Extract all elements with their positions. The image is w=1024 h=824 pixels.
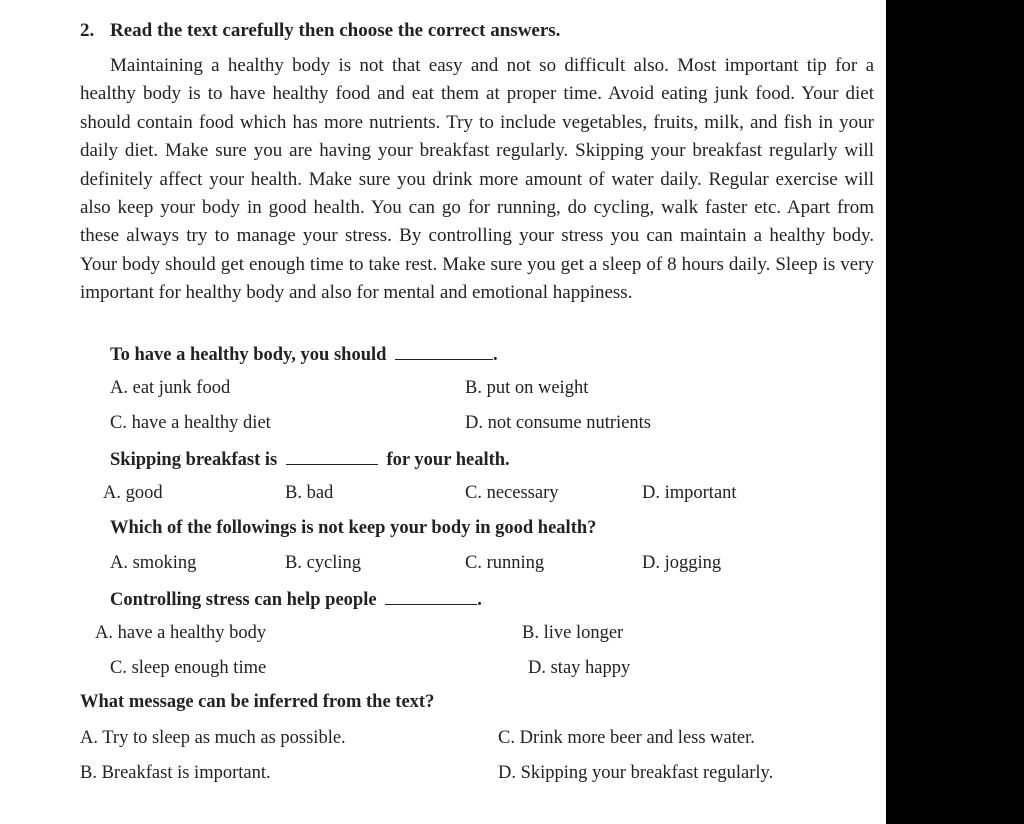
question-1-end: .: [493, 345, 498, 365]
question-4-text: Controlling stress can help people: [110, 590, 377, 610]
question-2-text: Skipping breakfast is: [110, 450, 278, 470]
q2-option-b[interactable]: B. bad: [285, 483, 334, 503]
q2-option-d[interactable]: D. important: [642, 483, 737, 503]
question-1-text: To have a healthy body, you should: [110, 345, 387, 365]
exercise-number: 2.: [80, 20, 95, 41]
question-4-stem: [110, 588, 482, 611]
question-4-end: .: [477, 590, 482, 610]
reading-passage: Maintaining a healthy body is not that easy and not so difficult also. Most important tip for a healthy body is to have healthy food and eat them at proper time. Avoid eating junk food. Your diet should contain food which has more nutrients. Try to include vegetables, fruits, milk, and fish in your daily diet. Make sure you are having your breakfast regularly. Skipping your breakfast regularly will definitely affect your health. Make sure you drink more amount of water daily. Regular exercise will also keep your body in good health. You can go for running, do cycling, walk faster etc. Apart from these always try to manage your stress. By controlling your stress you can maintain a healthy body. Your body should get enough time to take rest. Make sure you get a sleep of 8 hours daily. Sleep is very important for healthy body and also for mental and emotional happiness.: [80, 55, 874, 304]
question-2-end: for your health.: [386, 450, 510, 470]
question-5-stem: What message can be inferred from the text?: [80, 692, 435, 712]
q1-option-d[interactable]: D. not consume nutrients: [465, 413, 652, 433]
q2-option-c[interactable]: C. necessary: [465, 483, 559, 503]
question-3-stem: Which of the followings is not keep your body in good health?: [110, 518, 597, 538]
answer-blank: [395, 343, 493, 360]
q4-option-a[interactable]: A. have a healthy body: [95, 623, 267, 643]
q2-option-a[interactable]: A. good: [103, 483, 163, 503]
q3-option-a[interactable]: A. smoking: [110, 553, 197, 573]
answer-blank: [385, 588, 477, 605]
q3-option-d[interactable]: D. jogging: [642, 553, 722, 573]
q4-option-b[interactable]: B. live longer: [522, 623, 624, 643]
q4-option-c[interactable]: C. sleep enough time: [110, 658, 267, 678]
answer-blank: [286, 448, 378, 465]
q5-option-d[interactable]: D. Skipping your breakfast regularly.: [498, 763, 774, 783]
q1-option-b[interactable]: B. put on weight: [465, 378, 589, 398]
q1-option-c[interactable]: C. have a healthy diet: [110, 413, 271, 433]
q3-option-b[interactable]: B. cycling: [285, 553, 362, 573]
q4-option-d[interactable]: D. stay happy: [528, 658, 631, 678]
exercise-instruction: Read the text carefully then choose the correct answers.: [110, 20, 561, 41]
q1-option-a[interactable]: A. eat junk food: [110, 378, 231, 398]
question-2-stem: [110, 448, 510, 471]
question-1-stem: [110, 343, 498, 366]
q3-option-c[interactable]: C. running: [465, 553, 545, 573]
q5-option-b[interactable]: B. Breakfast is important.: [80, 763, 271, 783]
q5-option-a[interactable]: A. Try to sleep as much as possible.: [80, 728, 346, 748]
q5-option-c[interactable]: C. Drink more beer and less water.: [498, 728, 755, 748]
